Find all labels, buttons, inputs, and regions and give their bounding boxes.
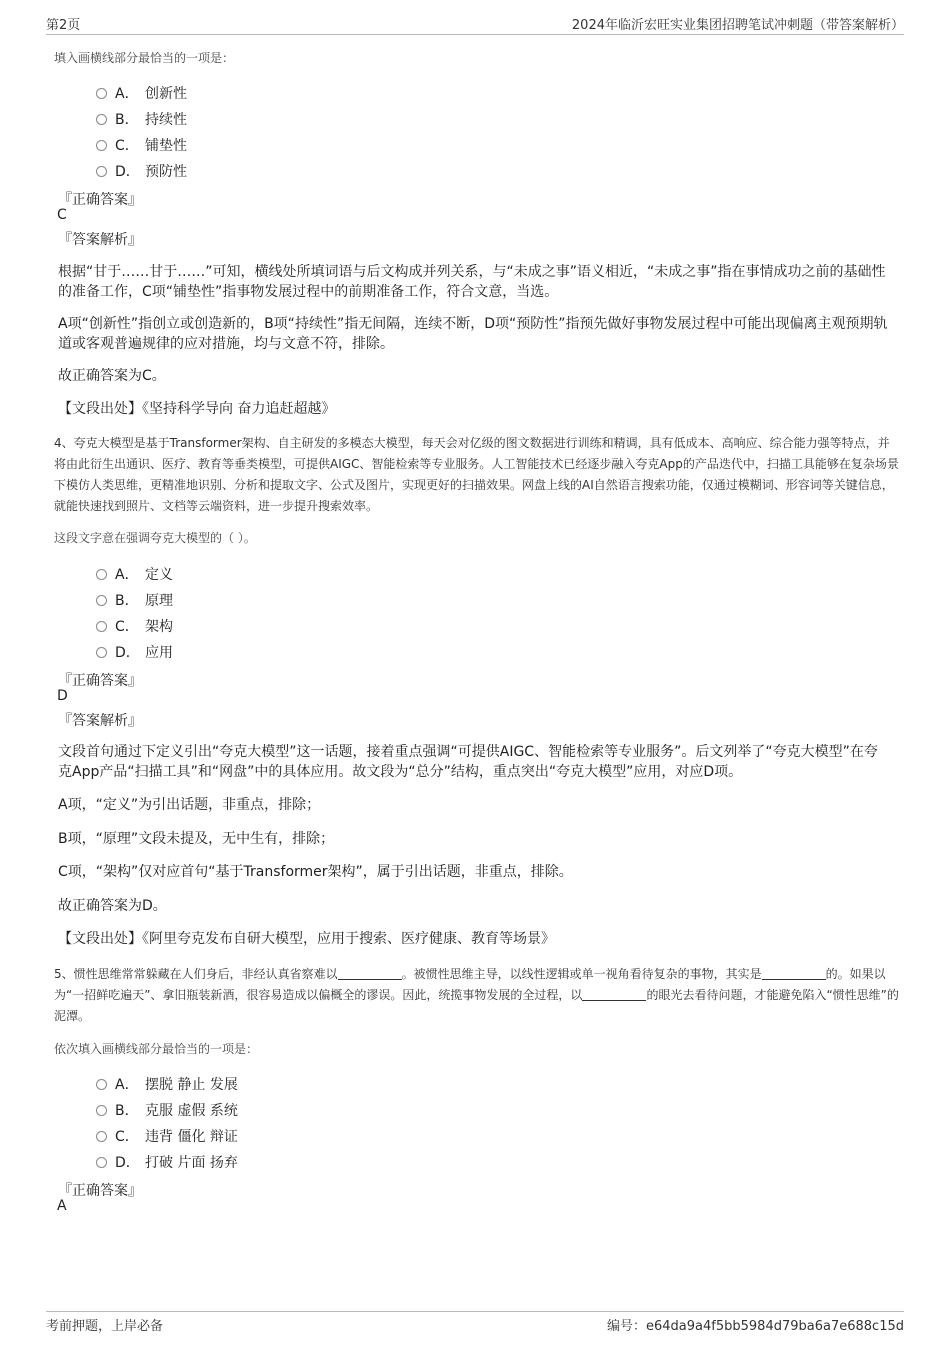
q4-analysis-label: 『答案解析』 (58, 713, 142, 729)
radio-icon[interactable] (96, 1079, 107, 1090)
q4-stem: 4、夸克大模型是基于Transformer架构、自主研发的多模态大模型，每天会对亿级的图文数据进行训练和精调，具有低成本、高响应、综合能力强等特点，并将由此衍生出通识、医疗、教育等垂类模型，可提供AIGC、智能检索等专业服务。人工智能技术已经逐步融入夸克App的产品迭代中，扫描工具能够在复杂场景下模仿人类思维，更精准地识别、分析和提取文字、公式及图片，实现更好的扫描效果。网盘上线的AI自然语言搜索功能，仅通过模糊词、形容词等关键信息，就能快速找到照片、文档等云端资料，进一步提升搜索效率。 (54, 436, 899, 513)
document-title: 2024年临沂宏旺实业集团招聘笔试冲刺题（带答案解析） (571, 18, 904, 33)
q5-answer: A (57, 1198, 67, 1214)
radio-icon[interactable] (96, 88, 107, 99)
q3-analysis-1: 根据“甘于……甘于……”可知，横线处所填词语与后文构成并列关系，与“未成之事”语义相近，“未成之事”指在事情成功之前的基础性的准备工作，C项“铺垫性”指事物发展过程中的前期准备工作，符合文意，当选。 (58, 264, 886, 300)
fill-blank (338, 967, 402, 980)
q3-option-c[interactable]: C． 铺垫性 (96, 135, 187, 155)
q3-source: 【文段出处】《坚持科学导向 奋力追赶超越》 (58, 401, 336, 417)
radio-icon[interactable] (96, 140, 107, 151)
radio-icon[interactable] (96, 621, 107, 632)
fill-blank (582, 988, 646, 1001)
q4-analysis-5: 故正确答案为D。 (58, 898, 167, 914)
q3-answer: C (57, 207, 67, 223)
q4-analysis-4: C项，“架构”仅对应首句“基于Transformer架构”，属于引出话题，非重点，排除。 (58, 864, 573, 880)
radio-icon[interactable] (96, 1157, 107, 1168)
q5-stem: 5、惯性思维常常躲藏在人们身后，非经认真省察难以 。被惯性思维主导，以线性逻辑或单一视角看待复杂的事物，其实是 的。如果以为“一招鲜吃遍天”、拿旧瓶装新酒，很容易造成以偏概全的谬误。因此，统揽事物发展的全过程，以 的眼光去看待问题，才能避免陷入“惯性思维”的泥潭。 (54, 967, 899, 1023)
q4-option-a[interactable]: A． 定义 (96, 564, 173, 584)
q5-option-d[interactable]: D． 打破 片面 扬弃 (96, 1152, 238, 1172)
q4-analysis-3: B项，“原理”文段未提及，无中生有，排除； (58, 831, 335, 847)
radio-icon[interactable] (96, 166, 107, 177)
page-number: 第2页 (46, 18, 81, 33)
q5-option-b[interactable]: B． 克服 虚假 系统 (96, 1100, 238, 1120)
page-footer (46, 1311, 904, 1334)
q4-analysis-2: A项，“定义”为引出话题，非重点，排除； (58, 797, 321, 813)
radio-icon[interactable] (96, 1131, 107, 1142)
radio-icon[interactable] (96, 1105, 107, 1116)
q4-option-b[interactable]: B． 原理 (96, 590, 173, 610)
page-header (46, 14, 904, 35)
q3-analysis-label: 『答案解析』 (58, 232, 142, 248)
q5-option-c[interactable]: C． 违背 僵化 辩证 (96, 1126, 238, 1146)
fill-blank (762, 967, 826, 980)
q4-prompt: 这段文字意在强调夸克大模型的（ ）。 (54, 531, 256, 545)
q4-analysis-1: 文段首句通过下定义引出“夸克大模型”这一话题，接着重点强调“可提供AIGC、智能检索等专业服务”。后文列举了“夸克大模型”在夸克App产品“扫描工具”和“网盘”中的具体应用。故文段为“总分”结构，重点突出“夸克大模型”应用，对应D项。 (58, 744, 878, 780)
q3-option-a[interactable]: A． 创新性 (96, 83, 187, 103)
q4-answer: D (57, 688, 68, 704)
q4-option-d[interactable]: D． 应用 (96, 642, 173, 662)
q3-analysis-2: A项“创新性”指创立或创造新的，B项“持续性”指无间隔，连续不断，D项“预防性”指预先做好事物发展过程中可能出现偏离主观预期轨道或客观普遍规律的应对措施，均与文意不符，排除。 (58, 316, 888, 352)
radio-icon[interactable] (96, 114, 107, 125)
footer-slogan: 考前押题，上岸必备 (46, 1319, 164, 1334)
radio-icon[interactable] (96, 595, 107, 606)
q5-option-a[interactable]: A． 摆脱 静止 发展 (96, 1074, 238, 1094)
q3-option-d[interactable]: D． 预防性 (96, 161, 187, 181)
radio-icon[interactable] (96, 647, 107, 658)
q5-answer-label: 『正确答案』 (58, 1183, 142, 1199)
q5-prompt: 依次填入画横线部分最恰当的一项是： (54, 1042, 259, 1056)
q4-option-c[interactable]: C． 架构 (96, 616, 173, 636)
q3-prompt: 填入画横线部分最恰当的一项是： (54, 51, 235, 65)
q3-answer-label: 『正确答案』 (58, 192, 142, 208)
q3-analysis-3: 故正确答案为C。 (58, 368, 166, 384)
document-code: 编号：e64da9a4f5bb5984d79ba6a7e688c15d (607, 1319, 904, 1334)
radio-icon[interactable] (96, 569, 107, 580)
q4-source: 【文段出处】《阿里夸克发布自研大模型，应用于搜索、医疗健康、教育等场景》 (58, 931, 555, 947)
q3-option-b[interactable]: B． 持续性 (96, 109, 187, 129)
q4-answer-label: 『正确答案』 (58, 673, 142, 689)
